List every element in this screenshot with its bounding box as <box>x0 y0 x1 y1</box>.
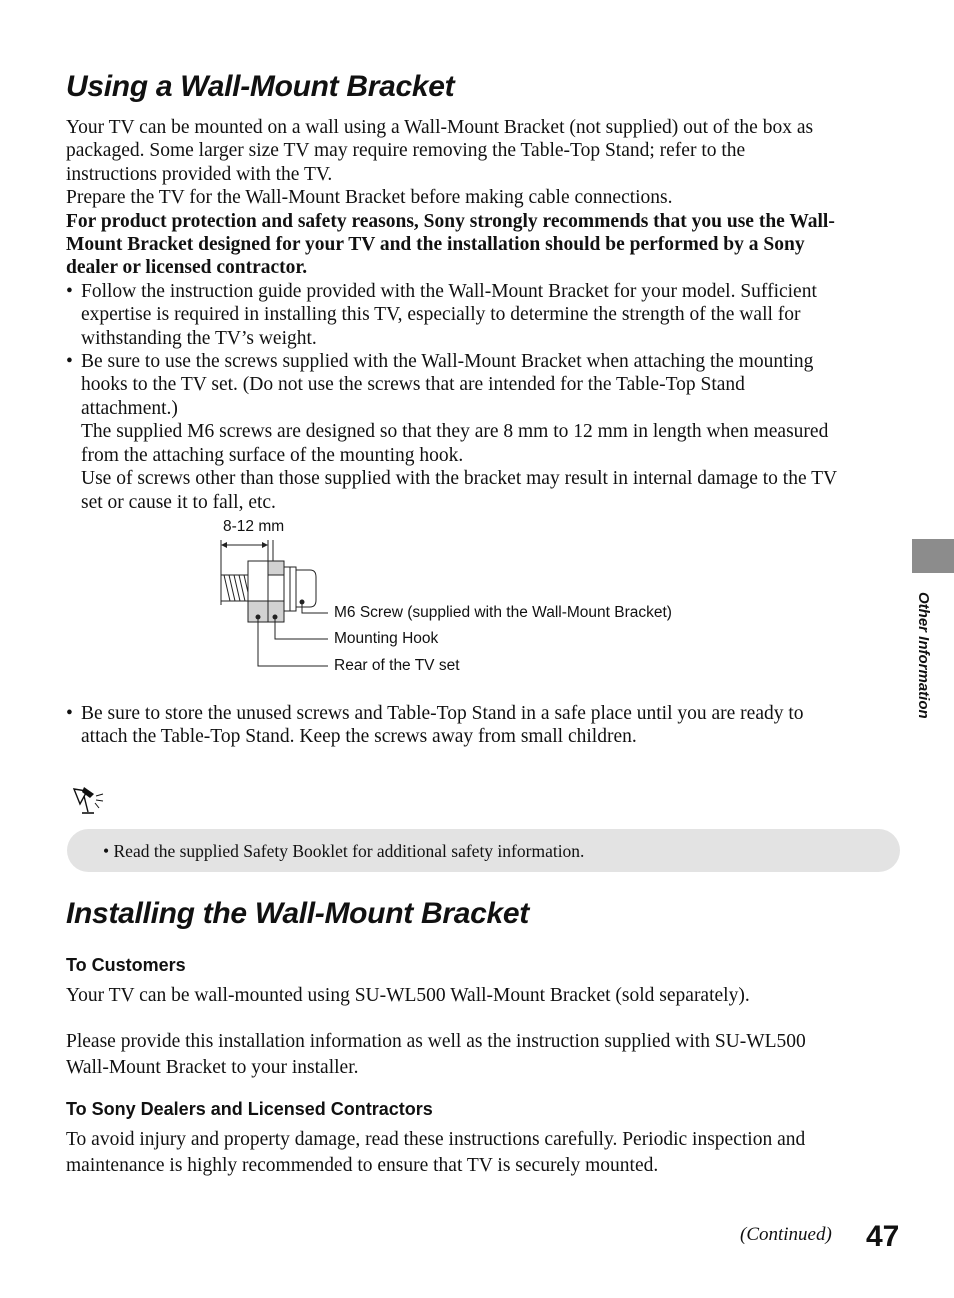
screw-drawing <box>210 515 340 685</box>
warning-line: For product protection and safety reasons, Sony strongly recommends that you use the Wall- <box>66 210 835 232</box>
text-line: instructions provided with the TV. <box>66 163 333 185</box>
text-line: • Follow the instruction guide provided with the Wall-Mount Bracket for your model. Sufficient <box>81 280 817 302</box>
label-rear-tv-set: Rear of the TV set <box>334 657 460 674</box>
text-line: from the attaching surface of the mounting hook. <box>81 444 464 466</box>
text-line: maintenance is highly recommended to ensure that TV is securely mounted. <box>66 1155 659 1176</box>
lamp-tip-icon <box>70 782 110 818</box>
text-line: hooks to the TV set. (Do not use the screws that are intended for the Table-Top Stand <box>81 374 745 396</box>
bullet-item-screws <box>66 350 906 514</box>
text-line: Please provide this installation information as well as the instruction supplied with SU-WL500 <box>66 1031 806 1052</box>
bullet-item-store-screws <box>66 702 906 749</box>
text-line: Use of screws other than those supplied with the bracket may result in internal damage to the TV <box>81 468 838 490</box>
screw-diagram <box>210 515 730 685</box>
label-m6-screw: M6 Screw (supplied with the Wall-Mount Bracket) <box>334 604 672 621</box>
bullet-item-instruction-guide <box>66 280 906 350</box>
text-line: packaged. Some larger size TV may require removing the Table-Top Stand; refer to the <box>66 140 746 162</box>
side-tab-label: Other Information <box>915 592 932 719</box>
customers-paragraph-1 <box>66 983 906 1009</box>
text-line: Your TV can be mounted on a wall using a Wall-Mount Bracket (not supplied) out of the box as <box>66 117 814 138</box>
text-line: expertise is required in installing this TV, especially to determine the strength of the wall for <box>81 304 801 326</box>
subheading-dealers: To Sony Dealers and Licensed Contractors <box>66 1099 433 1119</box>
text-line: • Be sure to use the screws supplied with the Wall-Mount Bracket when attaching the mounting <box>81 351 814 373</box>
intro-paragraph <box>66 116 906 514</box>
section-title-wall-mount: Using a Wall-Mount Bracket <box>66 70 455 103</box>
text-line: Wall-Mount Bracket to your installer. <box>66 1057 359 1078</box>
page-number: 47 <box>866 1220 900 1253</box>
bullet-item-store-screws-block <box>66 702 906 749</box>
measure-label: 8-12 mm <box>223 518 285 535</box>
section-title-installing: Installing the Wall-Mount Bracket <box>66 897 529 930</box>
dealers-paragraph <box>66 1127 906 1179</box>
text-line: To avoid injury and property damage, read these instructions carefully. Periodic inspection and <box>66 1129 806 1150</box>
warning-line: Mount Bracket designed for your TV and the installation should be performed by a Sony <box>66 234 805 256</box>
text-line: set or cause it to fall, etc. <box>81 491 276 513</box>
text-line: Prepare the TV for the Wall-Mount Bracket before making cable connections. <box>66 187 673 209</box>
subheading-to-customers: To Customers <box>66 955 186 975</box>
text-line: Your TV can be wall-mounted using SU-WL500 Wall-Mount Bracket (sold separately). <box>66 985 750 1006</box>
continued-label: (Continued) <box>740 1224 832 1245</box>
warning-line: dealer or licensed contractor. <box>66 257 308 279</box>
safety-note-text: • Read the supplied Safety Booklet for additional safety information. <box>103 841 585 861</box>
text-line: withstanding the TV’s weight. <box>81 327 317 349</box>
text-line: attachment.) <box>81 397 178 419</box>
label-mounting-hook: Mounting Hook <box>334 630 439 647</box>
text-line: The supplied M6 screws are designed so that they are 8 mm to 12 mm in length when measured <box>81 421 829 443</box>
customers-paragraph-2 <box>66 1029 906 1081</box>
side-tab-marker <box>912 539 954 573</box>
text-line: • Be sure to store the unused screws and Table-Top Stand in a safe place until you are ready to <box>81 703 804 724</box>
text-line: attach the Table-Top Stand. Keep the screws away from small children. <box>81 726 637 748</box>
safety-note-box <box>67 829 900 872</box>
